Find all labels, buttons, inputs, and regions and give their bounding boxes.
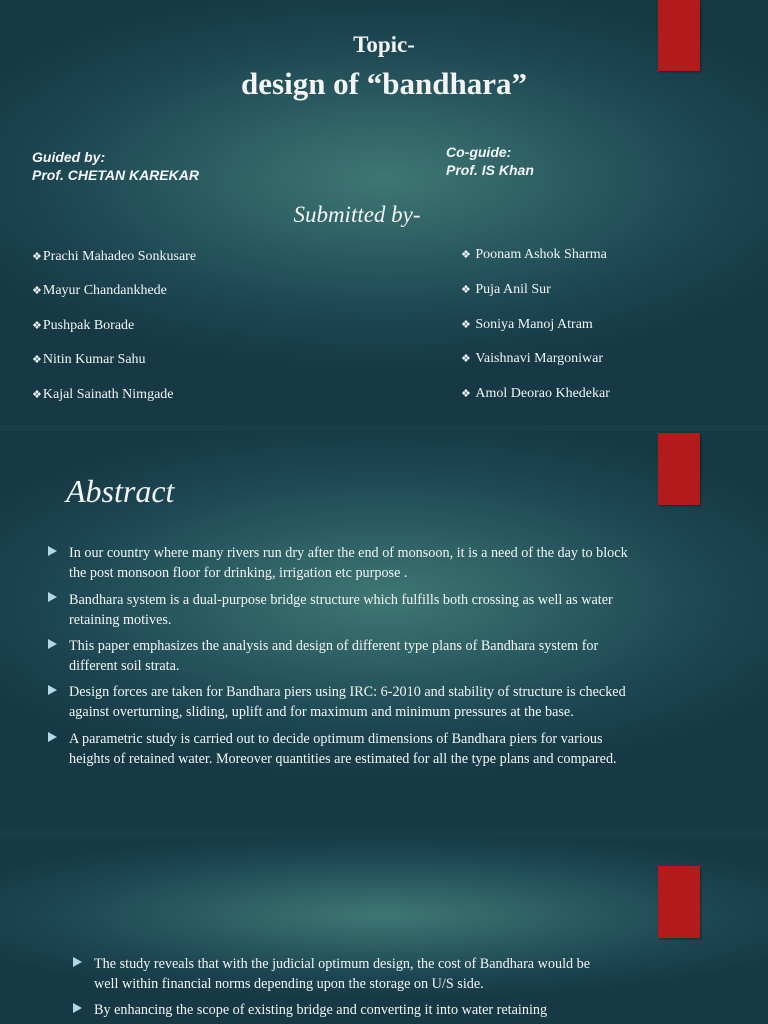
coguide-block [446, 143, 534, 179]
abstract-bullet: A parametric study is carried out to decide optimum dimensions of Bandhara piers for various heights of retained water. Moreover quantities are estimated for all the type plans and compared. [69, 731, 617, 767]
member-item: ❖Prachi Mahadeo Sonkusare [32, 249, 197, 264]
coguide-label: Co-guide: [446, 144, 512, 160]
triangle-bullet-icon [73, 957, 82, 967]
diamond-bullet-icon: ❖ [461, 319, 471, 331]
guide-name: Prof. CHETAN KAREKAR [32, 167, 199, 183]
member-item: ❖Pushpak Borade [32, 318, 135, 333]
coguide-name: Prof. IS Khan [446, 162, 534, 178]
member-item: ❖Mayur Chandankhede [32, 283, 167, 298]
triangle-bullet-icon [73, 1003, 82, 1013]
triangle-bullet-icon [48, 592, 57, 602]
member-item: ❖ Amol Deorao Khedekar [461, 386, 610, 401]
abstract-slide [0, 431, 768, 831]
member-item: ❖ Puja Anil Sur [461, 282, 551, 297]
diamond-bullet-icon: ❖ [32, 251, 42, 263]
member-item: ❖ Poonam Ashok Sharma [461, 247, 607, 262]
conclusion-bullet: By enhancing the scope of existing bridge and converting it into water retaining [94, 1002, 548, 1018]
diamond-bullet-icon: ❖ [32, 285, 42, 297]
member-item: ❖Kajal Sainath Nimgade [32, 387, 174, 402]
guide-block [32, 148, 199, 184]
diamond-bullet-icon: ❖ [461, 284, 471, 296]
topic-label: Topic- [353, 32, 415, 57]
diamond-bullet-icon: ❖ [32, 354, 42, 366]
slide-title: design of “bandhara” [241, 66, 527, 101]
abstract-bullet: Bandhara system is a dual-purpose bridge structure which fulfills both crossing as well as water retaining motives. [69, 592, 613, 628]
diamond-bullet-icon: ❖ [32, 320, 42, 332]
triangle-bullet-icon [48, 732, 57, 742]
title-slide [0, 0, 768, 425]
abstract-heading: Abstract [66, 473, 175, 509]
diamond-bullet-icon: ❖ [461, 249, 471, 261]
triangle-bullet-icon [48, 639, 57, 649]
guide-label: Guided by: [32, 149, 106, 165]
member-item: ❖Nitin Kumar Sahu [32, 352, 146, 367]
conclusion-bullet: The study reveals that with the judicial optimum design, the cost of Bandhara would be well within financial norms depending upon the storage on U/S side. [94, 956, 591, 992]
abstract-bullet: This paper emphasizes the analysis and design of different type plans of Bandhara system for different soil strata. [69, 638, 599, 674]
accent-bar [658, 866, 700, 938]
abstract-bullet: In our country where many rivers run dry after the end of monsoon, it is a need of the day to block the post monsoon floor for drinking, irrigation etc purpose . [69, 545, 628, 581]
member-item: ❖ Vaishnavi Margoniwar [461, 351, 604, 366]
accent-bar [658, 433, 700, 505]
member-item: ❖ Soniya Manoj Atram [461, 317, 593, 332]
submitted-heading: Submitted by- [293, 202, 421, 227]
conclusion-slide [0, 837, 768, 1024]
triangle-bullet-icon [48, 546, 57, 556]
diamond-bullet-icon: ❖ [461, 388, 471, 400]
abstract-bullet: Design forces are taken for Bandhara piers using IRC: 6-2010 and stability of structure is checked against overturning, sliding, uplift and for maximum and minimum pressures at the base. [69, 684, 626, 720]
triangle-bullet-icon [48, 685, 57, 695]
diamond-bullet-icon: ❖ [32, 389, 42, 401]
diamond-bullet-icon: ❖ [461, 353, 471, 365]
